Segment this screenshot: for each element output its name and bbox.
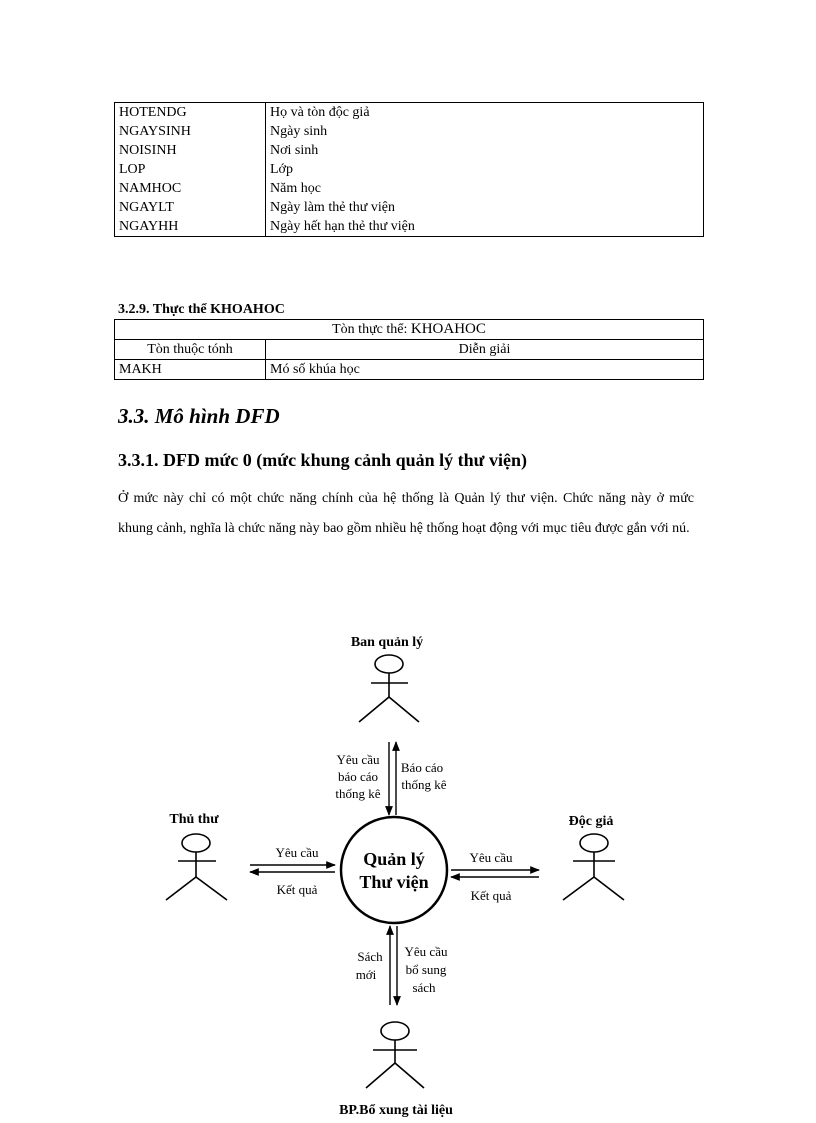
attr-desc: Mó số khúa học — [266, 360, 704, 380]
process-label-line2: Thư viện — [359, 872, 429, 892]
flow-label-top-report-1: Báo cáo — [400, 760, 444, 775]
flow-label-top-report-2: thống kê — [401, 777, 447, 792]
attr-name: MAKH — [115, 360, 266, 380]
attr-desc: Ngày hết hạn thẻ thư viện — [266, 217, 704, 237]
attr-desc: Năm học — [266, 179, 704, 198]
flow-label-bottom-request-2: bổ sung — [405, 962, 447, 977]
column-header-desc: Diễn giải — [266, 340, 704, 360]
attr-desc: Ngày làm thẻ thư viện — [266, 198, 704, 217]
actor-icon-left — [166, 834, 227, 900]
actor-icon-top — [359, 655, 419, 722]
attr-name: NGAYSINH — [115, 122, 266, 141]
flow-label-left-request: Yêu cầu — [275, 845, 319, 860]
attr-desc: Lớp — [266, 160, 704, 179]
actor-label-right: Độc giả — [568, 814, 614, 829]
attr-name: NGAYLT — [115, 198, 266, 217]
attr-desc: Nơi sinh — [266, 141, 704, 160]
attr-desc: Họ và tòn độc giả — [266, 103, 704, 123]
actor-label-bottom: BP.Bổ xung tài liệu — [339, 1103, 453, 1118]
process-circle — [341, 817, 447, 923]
attr-name: LOP — [115, 160, 266, 179]
flow-label-bottom-request-3: sách — [412, 980, 436, 995]
section-heading-3-2-9: 3.2.9. Thực thể KHOAHOC — [118, 302, 285, 317]
attr-name: HOTENDG — [115, 103, 266, 123]
section-heading-3-3-1: 3.3.1. DFD mức 0 (mức khung cảnh quản lý thư viện) — [118, 450, 527, 470]
flow-label-top-request-2: báo cáo — [337, 769, 379, 784]
actor-icon-right — [563, 834, 624, 900]
attr-name: NOISINH — [115, 141, 266, 160]
flow-label-bottom-new-books-2: mới — [355, 967, 377, 982]
flow-label-bottom-new-books-1: Sách — [357, 949, 383, 964]
flow-label-left-result: Kết quả — [276, 882, 318, 897]
column-header-attr: Tòn thuộc tónh — [115, 340, 266, 360]
flow-label-right-request: Yêu cầu — [469, 850, 513, 865]
attr-desc: Ngày sinh — [266, 122, 704, 141]
flow-label-right-result: Kết quả — [470, 888, 512, 903]
actor-label-top: Ban quản lý — [350, 635, 424, 650]
entity-name: KHOAHOC — [410, 321, 486, 337]
actor-label-left: Thủ thư — [169, 812, 219, 827]
actor-icon-bottom — [366, 1022, 424, 1088]
attr-name: NGAYHH — [115, 217, 266, 237]
flow-label-top-request-1: Yêu cầu — [336, 752, 380, 767]
process-label-line1: Quản lý — [363, 849, 425, 869]
flow-label-bottom-request-1: Yêu cầu — [404, 944, 448, 959]
flow-label-top-request-3: thống kê — [335, 786, 381, 801]
attr-name: NAMHOC — [115, 179, 266, 198]
entity-prefix: Tòn thực thể: — [332, 322, 408, 337]
section-heading-3-3: 3.3. Mô hình DFD — [118, 404, 280, 428]
body-paragraph: Ở mức này chỉ có một chức năng chính của hệ thống là Quản lý thư viện. Chức năng này ở mức khung cảnh, nghĩa là chức năng này bao gồm nhiều hệ thống hoạt động với mục tiêu được gắn với nú. — [118, 491, 694, 536]
